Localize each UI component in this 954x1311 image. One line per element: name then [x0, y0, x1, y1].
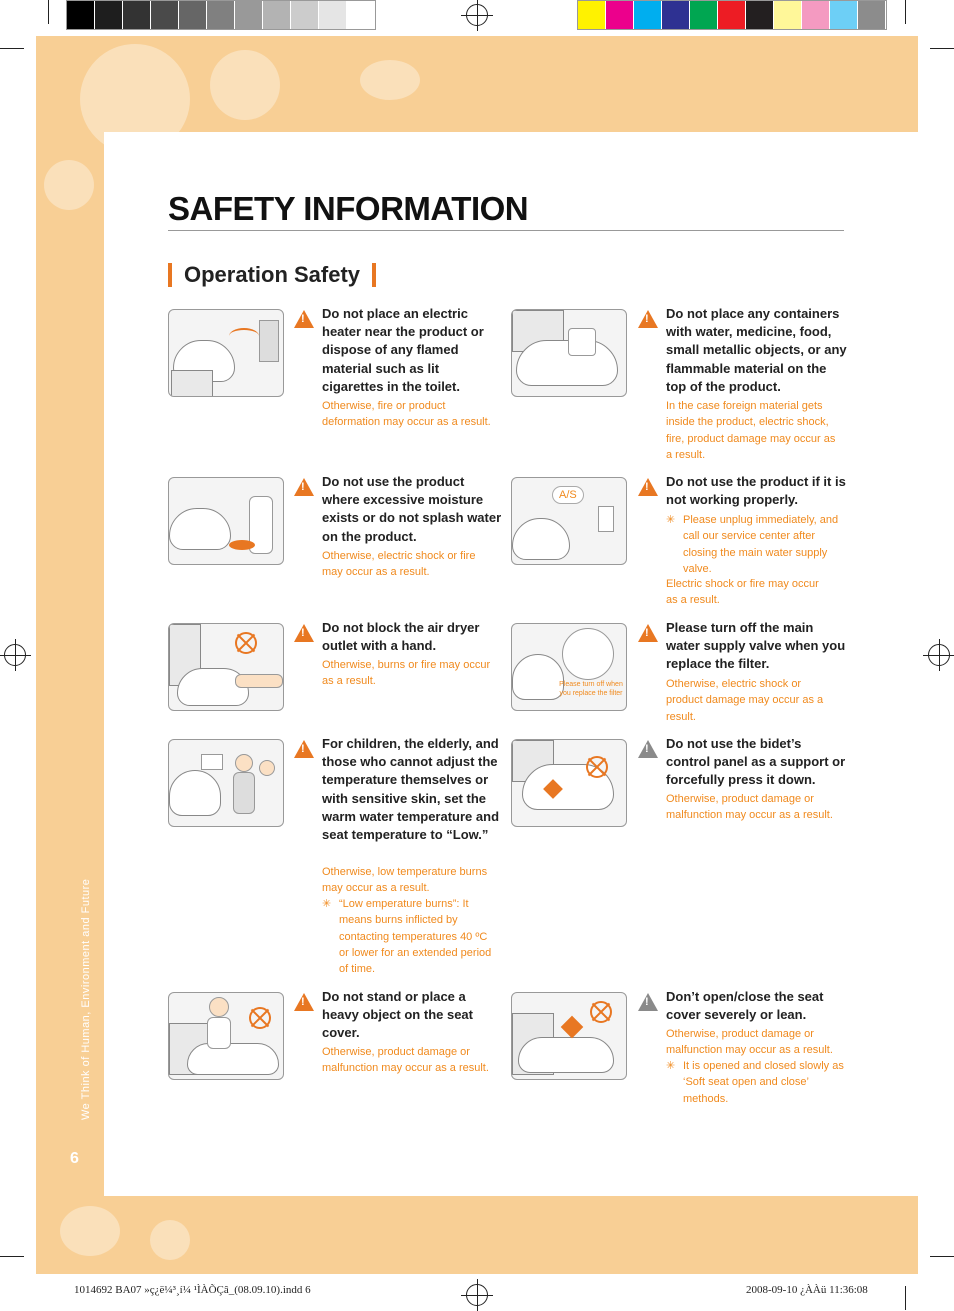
- registration-mark-right: [928, 644, 950, 666]
- crop-mark: [0, 48, 24, 49]
- item-note: Otherwise, product damage or malfunction may occur as a result.: [666, 1028, 833, 1057]
- illustration-caption: Please turn off when you replace the filter: [559, 681, 623, 697]
- asterisk-icon: ✳: [666, 1060, 676, 1072]
- warning-icon: [294, 310, 314, 328]
- warning-icon: [638, 310, 658, 328]
- warning-icon: [638, 624, 658, 642]
- decorative-circle: [44, 160, 94, 210]
- item-star-text: Please unplug immediately, and call our service center after closing the main water supply valve.: [683, 514, 839, 575]
- side-band: [36, 36, 104, 1274]
- crop-mark: [905, 0, 906, 24]
- item-heading: Do not place any containers with water, medicine, food, small metallic objects, or any flammable material on the top of the product.: [666, 306, 847, 394]
- item-heading: Do not block the air dryer outlet with a hand.: [322, 620, 480, 654]
- prohibited-icon: [590, 1001, 612, 1023]
- heading-bar-left: [168, 263, 172, 287]
- file-slug: 1014692 BA07 »ç¿ë¼³¸í¼ ¹ÌÀÕÇâ_(08.09.10).indd 6: [74, 1284, 311, 1296]
- service-bubble: A/S: [552, 486, 584, 504]
- prohibited-icon: [586, 756, 608, 778]
- crop-mark: [0, 1256, 24, 1257]
- caution-icon: [638, 740, 658, 758]
- warning-icon: [294, 740, 314, 758]
- item-heading: For children, the elderly, and those who cannot adjust the temperature themselves or with sensitive skin, set the warm water temperature and seat temperature to “Low.”: [322, 736, 500, 843]
- decorative-circle: [210, 50, 280, 120]
- caution-icon: [638, 993, 658, 1011]
- asterisk-icon: ✳: [322, 898, 332, 910]
- side-tagline: We Think of Human, Environment and Future: [80, 878, 92, 1120]
- item-note: Otherwise, fire or product deformation may occur as a result.: [322, 400, 491, 429]
- item-star-note: [322, 896, 500, 977]
- item-note: Otherwise, electric shock or product damage may occur as a result.: [666, 678, 824, 723]
- illustration-service: [511, 477, 627, 565]
- heading-bar-right: [372, 263, 376, 287]
- item-star-note: [666, 1058, 844, 1107]
- item-note: Otherwise, burns or fire may occur as a result.: [322, 659, 491, 688]
- warning-icon: [294, 478, 314, 496]
- illustration-temperature: [168, 739, 284, 827]
- item-heading: Do not use the bidet’s control panel as a support or forcefully press it down.: [666, 736, 846, 788]
- item-note: Otherwise, low temperature burns may occur as a result.: [322, 866, 488, 895]
- item-note: Otherwise, electric shock or fire may occur as a result.: [322, 550, 476, 579]
- item-heading: Do not place an electric heater near the product or dispose of any flamed material such as lit cigarettes in the toilet.: [322, 306, 484, 394]
- item-note: In the case foreign material gets inside the product, electric shock, fire, product damage may occur as a result.: [666, 400, 836, 461]
- crop-mark: [905, 1286, 906, 1310]
- crop-mark: [930, 1256, 954, 1257]
- item-heading: Do not stand or place a heavy object on the seat cover.: [322, 989, 473, 1041]
- illustration-moisture: [168, 477, 284, 565]
- illustration-valve: [511, 623, 627, 711]
- prohibited-icon: [249, 1007, 271, 1029]
- registration-mark-left: [4, 644, 26, 666]
- item-note: Otherwise, product damage or malfunction may occur as a result.: [666, 793, 833, 822]
- warning-icon: [294, 993, 314, 1011]
- illustration-seat-cover: [511, 992, 627, 1080]
- page-title: SAFETY INFORMATION: [168, 190, 529, 227]
- warning-icon: [294, 624, 314, 642]
- illustration-control-panel: [511, 739, 627, 827]
- crop-mark: [48, 0, 49, 24]
- page-number: 6: [70, 1150, 79, 1167]
- grayscale-color-bar: [66, 0, 376, 30]
- item-note: Electric shock or fire may occur as a result.: [666, 578, 819, 607]
- section-title: Operation Safety: [184, 262, 361, 287]
- illustration-air-dryer: [168, 623, 284, 711]
- process-color-bar: [577, 0, 887, 30]
- illustration-containers: [511, 309, 627, 397]
- decorative-circle: [360, 60, 420, 100]
- section-heading: [168, 262, 376, 288]
- registration-mark-bottom: [466, 1284, 488, 1306]
- decorative-circle: [150, 1220, 190, 1260]
- print-timestamp: 2008-09-10 ¿ÀÀü 11:36:08: [746, 1284, 868, 1296]
- crop-mark: [930, 48, 954, 49]
- title-divider: [168, 230, 844, 231]
- item-star-text: “Low emperature burns”: It means burns inflicted by contacting temperatures 40 ºC or lower for an extended period of time.: [339, 898, 492, 976]
- asterisk-icon: ✳: [666, 514, 676, 526]
- item-note: Otherwise, product damage or malfunction may occur as a result.: [322, 1046, 489, 1075]
- item-heading: Please turn off the main water supply valve when you replace the filter.: [666, 620, 846, 672]
- illustration-standing: [168, 992, 284, 1080]
- warning-icon: [638, 478, 658, 496]
- prohibited-icon: [235, 632, 257, 654]
- registration-mark-top: [466, 4, 488, 26]
- illustration-heater: [168, 309, 284, 397]
- item-star-text: It is opened and closed slowly as ‘Soft seat open and close’ methods.: [683, 1060, 844, 1105]
- item-heading: Don’t open/close the seat cover severely or lean.: [666, 989, 824, 1023]
- item-star-note: [666, 512, 844, 577]
- decorative-circle: [60, 1206, 120, 1256]
- item-heading: Do not use the product where excessive moisture exists or do not splash water on the product.: [322, 474, 502, 544]
- item-heading: Do not use the product if it is not working properly.: [666, 474, 846, 508]
